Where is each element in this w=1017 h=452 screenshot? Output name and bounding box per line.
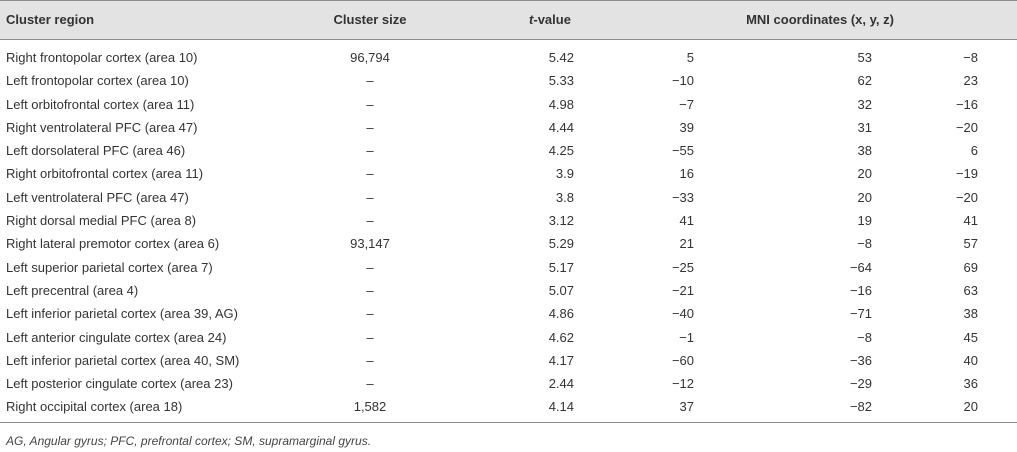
cell-mni-y: −82 bbox=[849, 399, 872, 415]
cell-mni-x: 41 bbox=[679, 213, 694, 229]
header-t-suffix: -value bbox=[533, 12, 571, 27]
table-footnote: AG, Angular gyrus; PFC, prefrontal cortex; SM, supramarginal gyrus. bbox=[6, 434, 372, 448]
cell-region: Left anterior cingulate cortex (area 24) bbox=[6, 329, 227, 345]
cell-region: Left frontopolar cortex (area 10) bbox=[6, 73, 189, 89]
table-row bbox=[0, 395, 1017, 418]
cell-t-value: 5.17 bbox=[548, 259, 574, 275]
cell-mni-y: −8 bbox=[857, 236, 872, 252]
cell-mni-x: 21 bbox=[679, 236, 694, 252]
table-row bbox=[0, 302, 1017, 325]
cell-mni-x: −7 bbox=[679, 96, 694, 112]
cell-region: Left posterior cingulate cortex (area 23) bbox=[6, 376, 233, 392]
header-t-italic: t bbox=[529, 12, 534, 27]
cell-mni-z: 45 bbox=[963, 329, 978, 345]
cell-region: Left inferior parietal cortex (area 39, AG) bbox=[6, 306, 238, 322]
cell-mni-x: −21 bbox=[671, 282, 694, 298]
cell-mni-x: 5 bbox=[686, 50, 694, 65]
cell-cluster-size: – bbox=[366, 306, 374, 322]
header-cluster-region: Cluster region bbox=[6, 12, 95, 27]
cell-cluster-size: – bbox=[366, 282, 374, 298]
cell-mni-y: 20 bbox=[857, 166, 872, 182]
cell-t-value: 3.8 bbox=[555, 189, 574, 205]
cell-mni-z: 41 bbox=[963, 213, 978, 229]
cell-cluster-size: – bbox=[366, 329, 374, 345]
cell-cluster-size: – bbox=[366, 119, 374, 135]
cell-mni-z: −20 bbox=[955, 189, 978, 205]
cell-cluster-size: 1,582 bbox=[353, 399, 387, 415]
cell-t-value: 3.12 bbox=[548, 213, 574, 229]
cell-mni-y: −16 bbox=[849, 282, 872, 298]
cell-region: Right frontopolar cortex (area 10) bbox=[6, 50, 198, 65]
table-row bbox=[0, 209, 1017, 232]
cell-t-value: 5.29 bbox=[548, 236, 574, 252]
header-t-value bbox=[500, 12, 600, 27]
cell-mni-x: −10 bbox=[671, 73, 694, 89]
cell-mni-y: 32 bbox=[857, 96, 872, 112]
cell-t-value: 5.33 bbox=[548, 73, 574, 89]
cell-mni-x: −33 bbox=[671, 189, 694, 205]
cell-mni-x: 16 bbox=[679, 166, 694, 182]
cell-region: Right lateral premotor cortex (area 6) bbox=[6, 236, 220, 252]
cell-region: Right ventrolateral PFC (area 47) bbox=[6, 119, 198, 135]
cell-mni-z: 40 bbox=[963, 352, 978, 368]
cell-mni-y: 20 bbox=[857, 189, 872, 205]
cell-mni-z: −20 bbox=[955, 119, 978, 135]
table-row bbox=[0, 46, 1017, 69]
cell-mni-z: 23 bbox=[963, 73, 978, 89]
table-row bbox=[0, 256, 1017, 279]
cell-mni-z: 36 bbox=[963, 376, 978, 392]
table-header bbox=[0, 0, 1017, 40]
bottom-rule bbox=[0, 422, 1017, 423]
cell-mni-y: 38 bbox=[857, 143, 872, 159]
cell-mni-z: 6 bbox=[970, 143, 978, 159]
table-row bbox=[0, 372, 1017, 395]
cell-mni-x: −1 bbox=[679, 329, 694, 345]
cell-mni-z: 63 bbox=[963, 282, 978, 298]
cell-mni-x: −12 bbox=[671, 376, 694, 392]
cell-region: Right occipital cortex (area 18) bbox=[6, 399, 183, 415]
cell-cluster-size: – bbox=[366, 166, 374, 182]
table-body bbox=[0, 46, 1017, 419]
cell-t-value: 4.98 bbox=[548, 96, 574, 112]
cell-t-value: 4.17 bbox=[548, 352, 574, 368]
cell-mni-y: −29 bbox=[849, 376, 872, 392]
cell-cluster-size: – bbox=[366, 213, 374, 229]
cell-mni-y: 19 bbox=[857, 213, 872, 229]
cell-t-value: 4.86 bbox=[548, 306, 574, 322]
table-row bbox=[0, 349, 1017, 372]
table-row bbox=[0, 326, 1017, 349]
cell-cluster-size: – bbox=[366, 96, 374, 112]
cell-mni-z: 57 bbox=[963, 236, 978, 252]
cell-t-value: 5.42 bbox=[548, 50, 574, 65]
cell-mni-x: −40 bbox=[671, 306, 694, 322]
table-row bbox=[0, 69, 1017, 92]
table-row bbox=[0, 116, 1017, 139]
header-cluster-size: Cluster size bbox=[333, 12, 407, 27]
cell-mni-x: −25 bbox=[671, 259, 694, 275]
table-row bbox=[0, 186, 1017, 209]
cell-t-value: 4.44 bbox=[548, 119, 574, 135]
cell-mni-x: 39 bbox=[679, 119, 694, 135]
cell-cluster-size: 96,794 bbox=[350, 50, 390, 65]
cell-mni-y: −64 bbox=[849, 259, 872, 275]
cell-mni-z: 69 bbox=[963, 259, 978, 275]
cell-t-value: 2.44 bbox=[548, 376, 574, 392]
cell-mni-y: −36 bbox=[849, 352, 872, 368]
cell-region: Left superior parietal cortex (area 7) bbox=[6, 259, 213, 275]
cell-mni-x: −60 bbox=[671, 352, 694, 368]
cell-mni-z: −8 bbox=[963, 50, 978, 65]
cell-mni-z: −19 bbox=[955, 166, 978, 182]
cell-mni-z: 38 bbox=[963, 306, 978, 322]
cell-region: Right dorsal medial PFC (area 8) bbox=[6, 213, 197, 229]
cell-t-value: 5.07 bbox=[548, 282, 574, 298]
cell-region: Left dorsolateral PFC (area 46) bbox=[6, 143, 186, 159]
cell-cluster-size: – bbox=[366, 73, 374, 89]
cell-mni-y: 62 bbox=[857, 73, 872, 89]
cell-mni-z: 20 bbox=[963, 399, 978, 415]
cell-cluster-size: – bbox=[366, 376, 374, 392]
cell-region: Left inferior parietal cortex (area 40, SM) bbox=[6, 352, 240, 368]
cell-region: Left ventrolateral PFC (area 47) bbox=[6, 189, 189, 205]
cell-mni-x: −55 bbox=[671, 143, 694, 159]
table-row bbox=[0, 93, 1017, 116]
cell-cluster-size: 93,147 bbox=[350, 236, 390, 252]
table-row bbox=[0, 232, 1017, 255]
cell-mni-y: −8 bbox=[857, 329, 872, 345]
cell-region: Right orbitofrontal cortex (area 11) bbox=[6, 166, 204, 182]
cell-mni-y: −71 bbox=[849, 306, 872, 322]
cell-t-value: 4.14 bbox=[548, 399, 574, 415]
cell-mni-x: 37 bbox=[679, 399, 694, 415]
cell-t-value: 4.62 bbox=[548, 329, 574, 345]
table-row bbox=[0, 279, 1017, 302]
cell-t-value: 3.9 bbox=[555, 166, 574, 182]
cell-cluster-size: – bbox=[366, 143, 374, 159]
cell-cluster-size: – bbox=[366, 189, 374, 205]
cell-mni-y: 53 bbox=[857, 50, 872, 65]
cell-t-value: 4.25 bbox=[548, 143, 574, 159]
cell-mni-z: −16 bbox=[955, 96, 978, 112]
cell-region: Left orbitofrontal cortex (area 11) bbox=[6, 96, 195, 112]
cell-cluster-size: – bbox=[366, 352, 374, 368]
cell-region: Left precentral (area 4) bbox=[6, 282, 139, 298]
table-row bbox=[0, 162, 1017, 185]
cell-cluster-size: – bbox=[366, 259, 374, 275]
table-row bbox=[0, 139, 1017, 162]
header-mni-coordinates: MNI coordinates (x, y, z) bbox=[746, 12, 894, 27]
cell-mni-y: 31 bbox=[857, 119, 872, 135]
